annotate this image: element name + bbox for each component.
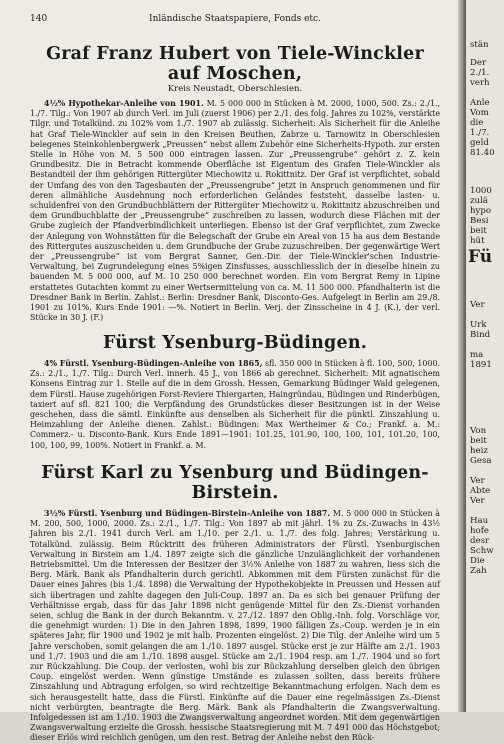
page-number: 140 — [30, 14, 48, 24]
facing-fragment: Abte — [470, 486, 491, 496]
facing-fragment: Gesa — [470, 456, 492, 466]
section-text: sfl. 350 000 in Stücken à fl. 100, 500, 1000. Zs.: 2./1., 1./7. Tilg.: Durch Verl. innerh. 45 J., von 1866 ab gerechnet. Sicherheit: Mit agnatischem Konsens Eintrag zur 1. Stelle auf die in dem Grossh. Hessen, Gemarkung Büdinger Wald gelegenen, dem Fürstl. Hause zugehörigen Forst-Reviere Thiergarten, Haingründau, Büdingen und Rinderbügen, taxiert auf sfl. 821 100; die Verpfändung des Grundstückes dieser Besitzungen ist in der Weise geschehen, dass die sämtl. Einkünfte aus denselben als Sicherheit für die pünktl. Zinszahlung u. Heimzahlung der Anleihe dienen. Zahlst.: Büdingen: Max Wertheimer & Co.; Frankf. a. M.: Commerz.- u. Disconto-Bank. Kurs Ende 1891—1901: 101.25, 101.90, 100, 100, 101, 101.20, 100, 100, 100, 99, 100%. Notiert in Frankf. a. M. — [30, 359, 441, 450]
facing-fragment: die — [470, 118, 484, 128]
facing-fragment: hypo — [470, 206, 492, 216]
facing-fragment: hofe — [470, 526, 489, 536]
facing-page-edge — [466, 0, 504, 712]
section-ysenburg-birstein — [30, 463, 440, 744]
book-gutter — [458, 0, 466, 712]
facing-fragment: Zah — [470, 566, 487, 576]
section-lead: 4½% Hypothekar-Anleihe von 1901. — [44, 99, 204, 108]
section-ysenburg-buedingen — [30, 333, 440, 451]
section-body — [30, 99, 440, 323]
facing-fragment: Bind — [470, 330, 491, 340]
facing-fragment: Vom — [470, 108, 489, 118]
facing-fragment: stän — [470, 40, 489, 50]
facing-fragment: 1000 — [470, 186, 492, 196]
running-title: Inländische Staatspapiere, Fonds etc. — [149, 14, 321, 24]
facing-fragment: hüt — [470, 236, 485, 246]
section-lead: 3½% Fürstl. Ysenburg und Büdingen-Birstein-Anleihe von 1887. — [44, 509, 331, 518]
facing-fragment: desr — [470, 536, 490, 546]
running-header — [30, 14, 440, 26]
facing-fragment: beit — [470, 226, 487, 236]
facing-fragment: ma — [470, 350, 484, 360]
facing-fragment: Ver — [470, 496, 485, 506]
section-tiele-winckler — [30, 44, 440, 323]
facing-fragment: Der — [470, 58, 487, 68]
facing-fragment: 1./7. — [470, 128, 490, 138]
facing-fragment: Die — [470, 556, 485, 566]
facing-fragment: 81.40 — [470, 148, 495, 158]
facing-fragment: beit — [470, 436, 487, 446]
section-subtitle: Kreis Neustadt, Oberschlesien. — [167, 84, 303, 94]
section-title: Fürst Ysenburg-Büdingen. — [102, 333, 368, 353]
section-body — [30, 359, 440, 451]
section-text: M. 5 000 000 in Stücken à M. 200, 500, 1000, 2000. Zs.: 2./1., 1./7. Tilg.: Von 1897 ab mit jährl. 1% zu Zs.-Zuwachs in 43½ Jahren bis 2./1. 1941 durch Verl. am 1./10. per 2./1. u. 1./7. des folg. Jahres; Verstärkung u. Totalkünd. zulässig. Beim Rücktritt des früheren Administrators der Fürstl. Ysenburgischen Verwaltung in Birstein am 1./4. 1897 zeigte sich die gänzliche Unzulänglichkeit der vorhandenen Betriebsmittel. Um die Interessen der Besitzer der 3½% Anleihe von 1887 zu wahren, liess sich die Berg. Märk. Bank als Pfandhalterin durch gerichtl. Abkommen mit dem Fürsten zunächst für die Dauer eines Jahres (bis 1./4. 1898) die Verwaltung der Hypothekobjekte in Preussen und Hessen auf sich übertragen und zahlte dagegen den Juli-Coup. 1897 an. Da es sich bei genauer Prüfung der Verhältnisse ergab, dass für das Jahr 1898 nicht genügende Mittel für den Zs.-Dienst vorhanden seien, schlug die Bank in der durch Bekanntm. v. 27./12. 1897 den Oblig.-Inh. folg. Vorschläge vor, die genehmigt wurden: 1) Die in den Jahren 1898, 1899, 1900 fälligen Zs.-Coup. werden je in ein späteres Jahr, für 1900 und 1902 je mit halb. Prozenten eingelöst. 2) Die Tilg. der Anleihe wird um 5 Jahre verschoben, somit gelangen die am 1./10. 1897 ausgel. Stücke erst je zur Hälfte am 2./1. 1903 und 1./7. 1903 und die am 1./10. 1898 ausgel. Stücke am 2./1. 1904 resp. am 1./7. 1904 und so fort zur Rückzahlung. Die Coup. der verlosten, wohl bis zur Rückzahlung derselben gleich den übrigen Coup. eingelöst werden. Wenn günstige Umstände es zulassen sollten, dass bereits frühere Zinszahlung und Abtragung erfolgen, so wird rechtzeitige Bekanntmachung erfolgen. Nach dem es sich herausgestellt hatte, dass die Fürstl. Einkünfte auf die Dauer eine regelmässigen Zs.-Dienst nicht verbürgten, beantragte die Berg. Märk. Bank als Pfandhalterin die Zwangsverwaltung. Infolgedessen ist am 1./10. 1903 die Zwangsverwaltung angeordnet worden. Mit dem gegenwärtigen Zwangsverwaltung erzielte die Grossh. hessische Staatsregierung mit M. 7 491 000 das Höchstgebot; dieser Erlös wird reichlich genügen, um den rest. Betrag der Anleihe nebst den Rück- — [30, 509, 441, 743]
facing-fragment: verh — [470, 78, 490, 88]
section-text: M. 5 000 000 in Stücken à M. 2000, 1000, 500. Zs.: 2./1., 1./7. Tilg.: Von 1907 ab durch Verl. im Juli (zuerst 1906) per 2./1. des folg. Jahres zu 102%, verstärkte Tilgr. und Totalkünd. zu 102% vom 1./7. 1907 ab zulässig. Sicherheit: Als Sicherheit für die Anleihe hat Graf Tiele-Winckler auf sein in den Kreisen Beuthen, Zabrze u. Tarnowitz in Oberschlesien belegenes Steinkohlenbergwerk „Preussen“ nebst allem Zubehör eine Sicherheits-Hypoth. zur ersten Stelle in Höhe von M. 5 500 000 eintragen lassen. Zur „Preussengrube“ gehört z. Z. kein Grundbesitz. Die in Betracht kommende Oberfläche ist Eigentum des Grafen Tiele-Winckler als Bestandteil der ihm gehörigen Rittergüter Miechowitz u. Rokittnitz. Der Graf ist verpflichtet, sobald der Umfang des von den Tagesbauten der „Preussengrube“ jetzt in Anspruch genommenen und für deren allmähliche Ausdehnung noch erforderlichen Geländes feststeht, dasselbe lasten- u. schuldenfrei von den Grundbuchblättern der Rittergüter Miechowitz u. Rokittnitz abzuschreiben und dem Grundbuchblatte der „Preussengrube“ zuschreiben zu lassen, wodurch diese Flächen mit der Grube zugleich der Pfandverbindlichkeit unterliegen. Ebenso ist der Graf verpflichtet, zum Zwecke der Anlegung von Wohnstätten für die Belegschaft der Grube ein Areal von 15 ha aus dem Bestande des Rittergutes auszuscheiden u. dem Grundbuche der Grube zuzuschreiben. Der gegenwärtige Wert der „Preussengrube“ ist vom Bergrat Sanner, Gen.-Dir. der Tiele-Winckler'schen Industrie-Verwaltung, bei Zugrundelegung eines 5%igen Zinsfusses, ausschliesslich der in dieselbe hinein zu bauenden M. 5 000 000, auf M. 10 250 000 berechnet worden. Ein vom Bergrat Remy in Lipine erstattetes Gutachten kommt zu einer Wertsermittelung von ca. M. 11 500 000. Pfandhalterin ist die Dresdner Bank in Berlin. Zahlst.: Berlin: Dresdner Bank, Disconto-Ges. Aufgelegt in Berlin am 29./8. 1901 zu 101%. Kurs Ende 1901: —%. Notiert in Berlin. Verj. der Zinsscheine in 4 J. (K.), der verl. Stücke in 30 J. (F.) — [30, 99, 440, 323]
facing-fragment: Ver — [470, 300, 485, 310]
facing-fragment: 1891 — [470, 360, 492, 370]
facing-fragment: Schw — [470, 546, 494, 556]
facing-fragment: geld — [470, 138, 489, 148]
facing-fragment: Hau — [470, 516, 489, 526]
facing-fragment: zulä — [470, 196, 488, 206]
section-lead: 4% Fürstl. Ysenburg-Büdingen-Anleihe von 1865, — [44, 359, 263, 368]
facing-fragment: Anle — [470, 98, 490, 108]
section-title: Graf Franz Hubert von Tiele-Winckler auf Moschen, — [46, 44, 424, 84]
facing-fragment: Ver — [470, 476, 485, 486]
section-title: Fürst Karl zu Ysenburg und Büdingen-Birstein. — [41, 463, 429, 503]
facing-fragment-heading: Fü — [468, 247, 493, 267]
facing-fragment: Urk — [470, 320, 487, 330]
facing-fragment: 2./1. — [470, 68, 490, 78]
facing-fragment: Von — [470, 426, 487, 436]
facing-fragment: heiz — [470, 446, 488, 456]
facing-fragment: Besi — [470, 216, 489, 226]
section-body — [30, 509, 440, 744]
